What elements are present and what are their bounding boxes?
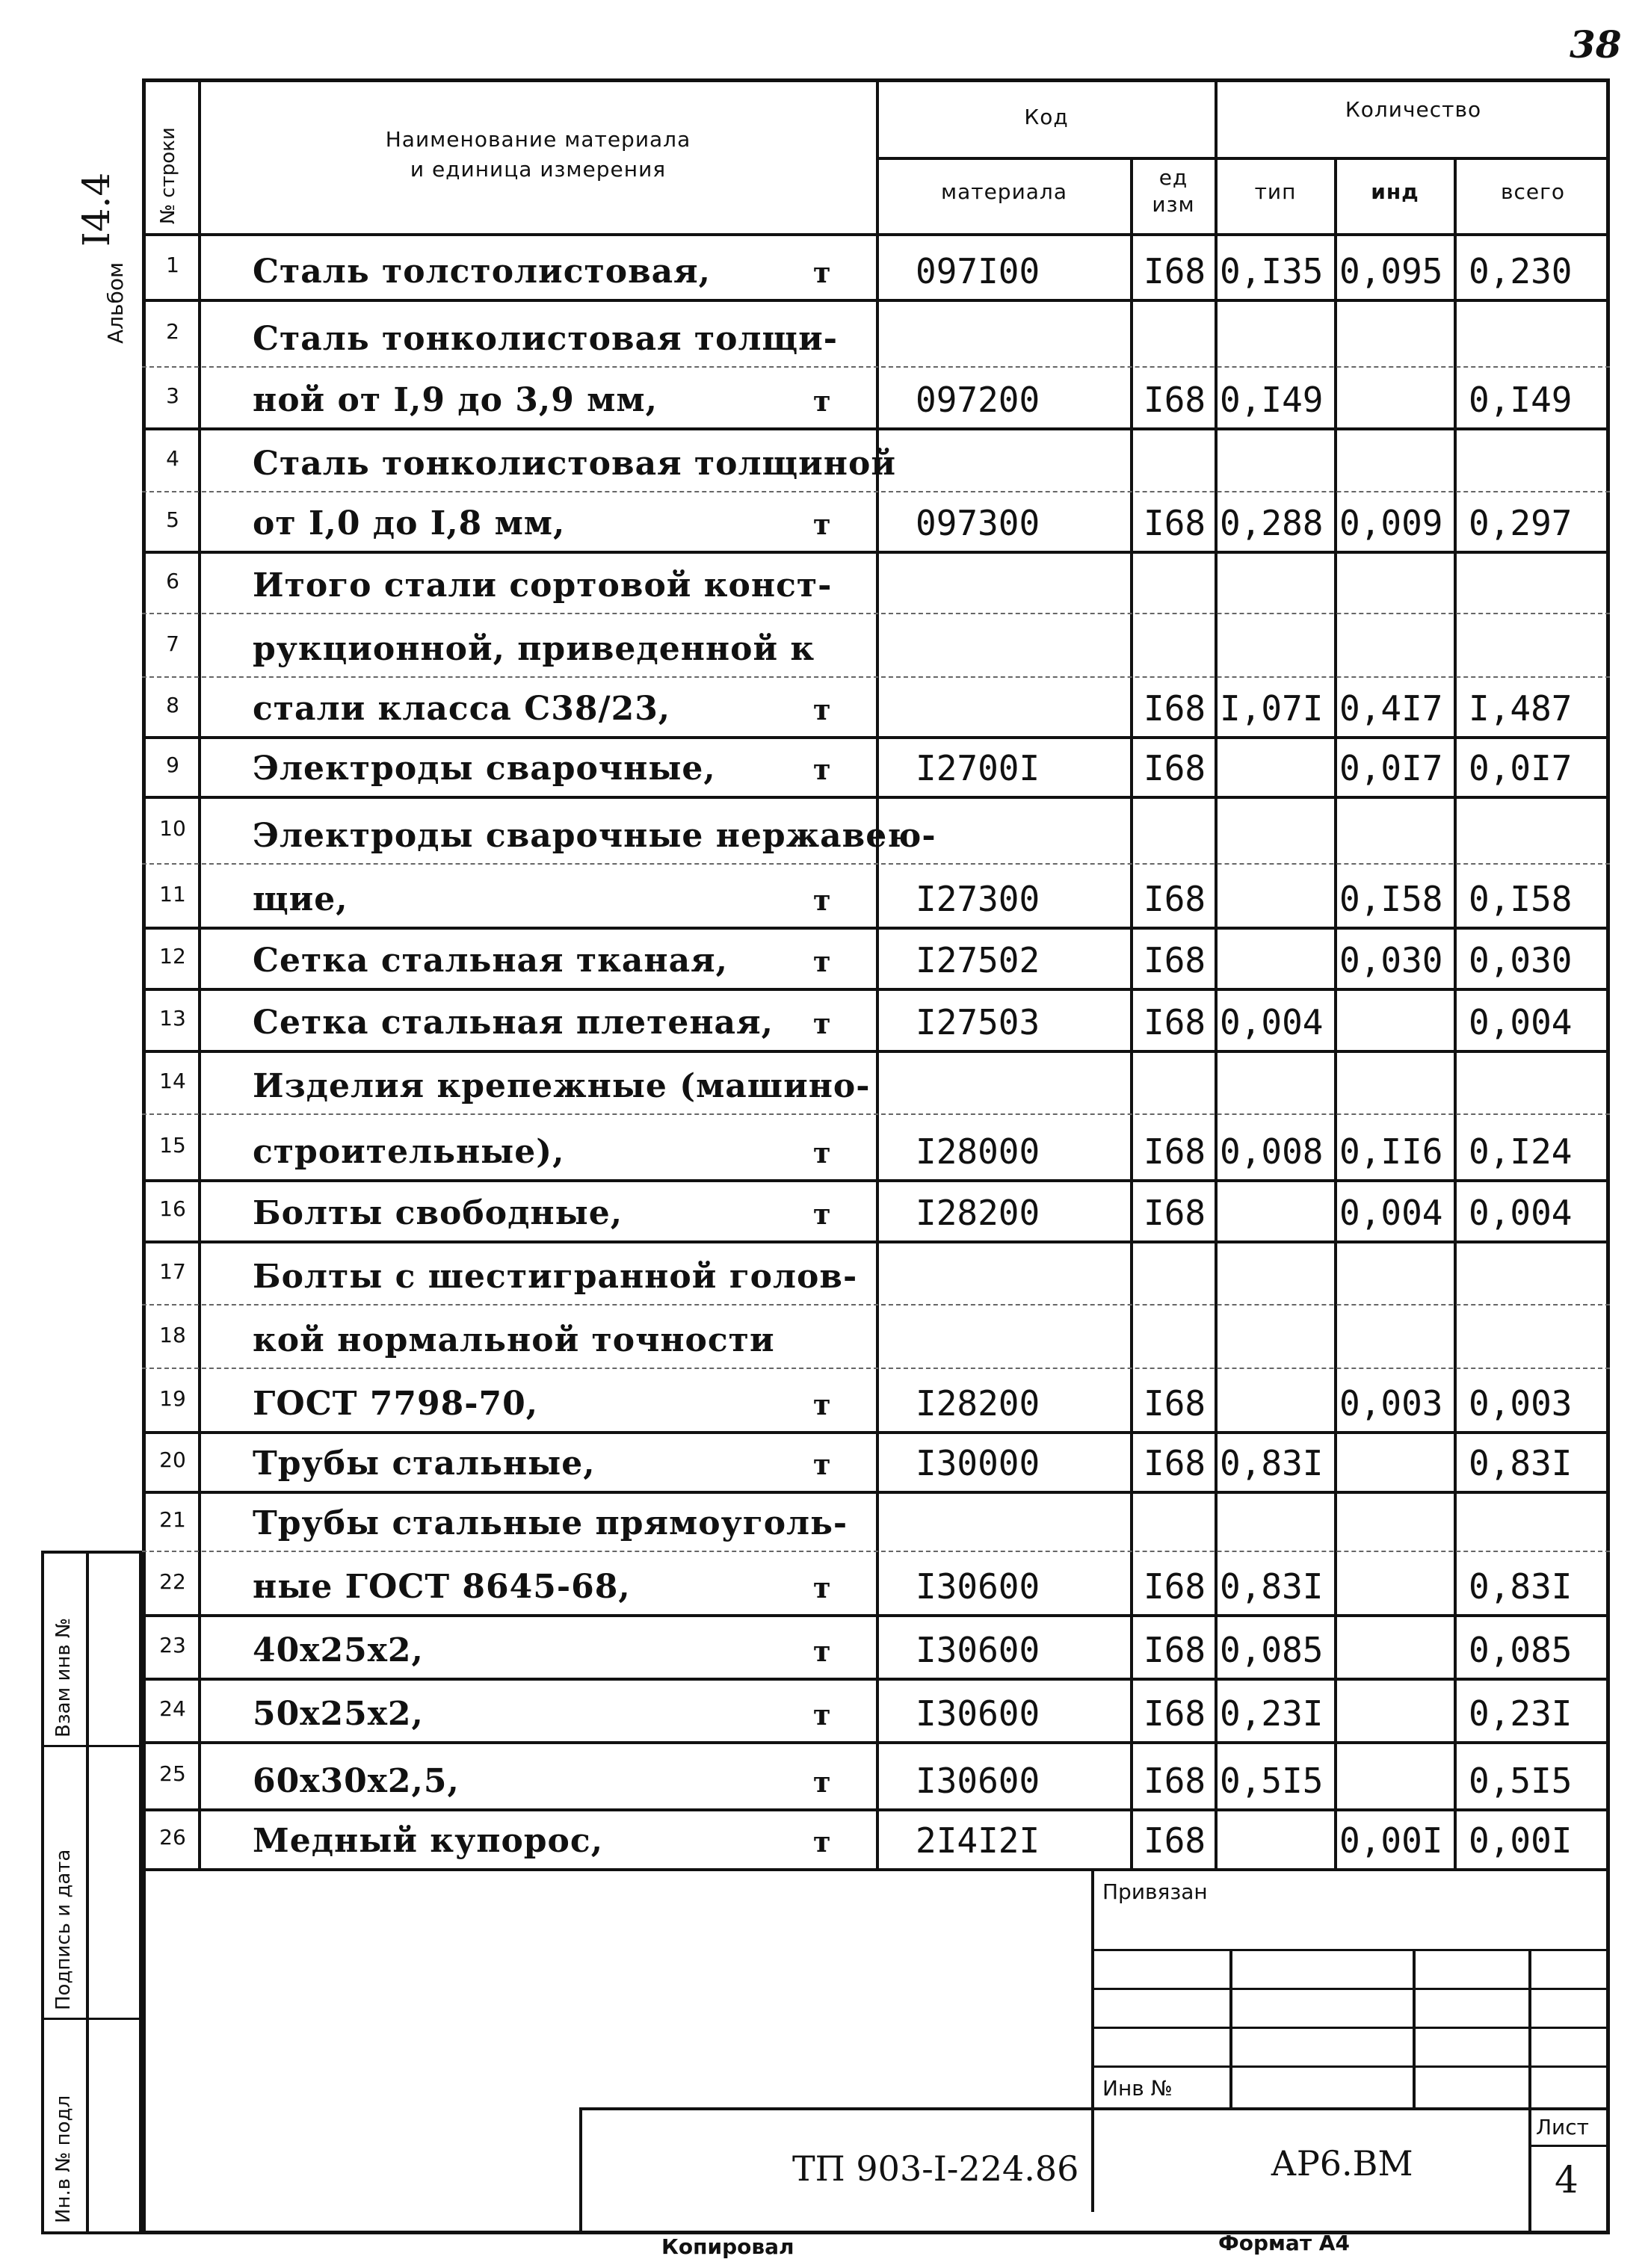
row-divider [142,1551,1610,1552]
row-number: 23 [159,1632,186,1657]
row-unit: т [813,256,831,289]
row-number: 17 [159,1258,186,1284]
row-code: I27503 [916,1002,1040,1042]
row-all: 0,004 [1469,1193,1573,1233]
row-ed: I68 [1144,1002,1206,1042]
row-code: 097I00 [916,251,1040,291]
row-tip: 0,004 [1220,1002,1324,1042]
row-ind: 0,003 [1339,1383,1443,1424]
row-unit: т [813,883,831,917]
row-code: I30600 [916,1566,1040,1607]
row-all: 0,297 [1469,503,1573,543]
row-divider [142,1678,1610,1681]
row-unit: т [813,1765,831,1799]
row-name: Изделия крепежные (машино- [253,1067,871,1105]
row-divider [142,551,1610,554]
row-name: ГОСТ 7798-70, [253,1385,539,1423]
header-name-line1: Наименование материала [385,127,691,152]
row-name: ные ГОСТ 8645-68, [253,1568,631,1606]
page-number: 38 [1570,22,1622,67]
row-tip: 0,I35 [1220,251,1324,291]
row-code: I28200 [916,1193,1040,1233]
row-ed: I68 [1144,503,1206,543]
row-number: 9 [166,753,179,777]
row-unit: т [813,1634,831,1668]
row-divider [142,1050,1610,1053]
row-ed: I68 [1144,748,1206,788]
row-divider [142,491,1610,492]
row-number: 16 [159,1196,186,1221]
row-tip: 0,288 [1220,503,1324,543]
row-number: 1 [166,253,179,277]
row-divider [142,613,1610,614]
row-code: I27502 [916,940,1040,980]
row-number: 3 [166,383,179,408]
row-name: 40x25x2, [253,1631,424,1669]
row-unit: т [813,753,831,786]
row-all: 0,085 [1469,1630,1573,1670]
header-q-ind: инд [1371,179,1419,204]
stamp-sheet-no: 4 [1555,2158,1579,2201]
row-code: I28000 [916,1131,1040,1172]
row-unit: т [813,1447,831,1481]
row-unit: т [813,384,831,418]
row-number: 12 [159,944,186,968]
row-number: 26 [159,1825,186,1850]
row-divider [142,863,1610,865]
row-code: I30600 [916,1630,1040,1670]
row-all: 0,83I [1469,1443,1573,1483]
row-tip: 0,5I5 [1220,1761,1324,1801]
row-divider [142,1368,1610,1369]
row-all: 0,004 [1469,1002,1573,1042]
row-code: I2700I [916,748,1040,788]
row-unit: т [813,1007,831,1040]
row-ed: I68 [1144,1761,1206,1801]
row-number: 19 [159,1385,186,1411]
header-row-no: № строки [157,127,179,224]
row-divider [142,299,1610,302]
row-name: от I,0 до I,8 мм, [253,504,566,543]
row-name: Трубы стальные прямоуголь- [253,1504,848,1542]
row-number: 21 [159,1507,186,1532]
row-name: Болты с шестигранной голов- [253,1258,858,1296]
row-divider [142,1240,1610,1243]
row-ed: I68 [1144,1193,1206,1233]
row-name: Сталь толстолистовая, [253,253,712,291]
row-unit: т [813,507,831,541]
row-all: 0,00I [1469,1820,1573,1861]
side-label-sign: Подпись и дата [52,1849,75,2010]
row-ed: I68 [1144,1566,1206,1607]
row-number: 18 [159,1322,186,1347]
row-ed: I68 [1144,1630,1206,1670]
row-name: строительные), [253,1133,565,1171]
row-code: I30000 [916,1443,1040,1483]
row-number: 2 [166,319,179,344]
row-divider [142,988,1610,991]
stamp-inv-no: Инв № [1102,2076,1173,2101]
row-name: стали класса С38/23, [253,690,671,728]
row-number: 11 [159,881,186,906]
row-name: рукционной, приведенной к [253,630,815,668]
row-code: I30600 [916,1693,1040,1734]
row-ed: I68 [1144,1693,1206,1734]
row-ed: I68 [1144,688,1206,729]
row-ind: 0,0I7 [1339,748,1443,788]
header-code-unit: ед изм [1152,165,1195,217]
row-ind: 0,004 [1339,1193,1443,1233]
row-all: 0,0I7 [1469,748,1573,788]
row-tip: 0,23I [1220,1693,1324,1734]
row-all: 0,I58 [1469,879,1573,919]
row-divider [142,1304,1610,1306]
row-all: I,487 [1469,688,1573,729]
row-divider [142,1113,1610,1115]
row-divider [142,736,1610,739]
header-quantity: Количество [1345,97,1482,122]
row-ind: 0,009 [1339,503,1443,543]
row-ed: I68 [1144,380,1206,420]
row-number: 20 [159,1447,186,1472]
album-label: Альбом [103,262,128,344]
row-name: Сталь тонколистовая толщи- [253,320,839,358]
row-code: 2I4I2I [916,1820,1040,1861]
stamp-format: Формат А4 [1218,2231,1350,2255]
row-unit: т [813,1698,831,1731]
row-name: ной от I,9 до 3,9 мм, [253,381,658,419]
row-ed: I68 [1144,1383,1206,1424]
row-unit: т [813,693,831,726]
row-ind: 0,I58 [1339,879,1443,919]
row-number: 4 [166,445,179,471]
row-unit: т [813,1825,831,1858]
row-number: 15 [159,1133,186,1158]
row-all: 0,I24 [1469,1131,1573,1172]
row-number: 24 [159,1696,186,1721]
stamp-privyazan: Привязан [1102,1879,1208,1904]
row-ind: 0,095 [1339,251,1443,291]
row-all: 0,230 [1469,251,1573,291]
row-all: 0,I49 [1469,380,1573,420]
row-number: 6 [166,568,179,593]
row-number: 8 [166,693,179,717]
row-name: Итого стали сортовой конст- [253,566,833,605]
row-all: 0,83I [1469,1566,1573,1607]
row-number: 22 [159,1569,186,1594]
row-ed: I68 [1144,1820,1206,1861]
row-unit: т [813,1197,831,1231]
row-divider [142,1491,1610,1494]
row-name: Сетка стальная плетеная, [253,1004,774,1042]
row-ed: I68 [1144,879,1206,919]
row-name: 50x25x2, [253,1695,424,1733]
row-all: 0,5I5 [1469,1761,1573,1801]
header-q-all: всего [1501,179,1565,204]
row-number: 25 [159,1761,186,1786]
row-divider [142,796,1610,799]
row-divider [142,1614,1610,1617]
row-divider [142,927,1610,930]
row-all: 0,23I [1469,1693,1573,1734]
row-name: Электроды сварочные, [253,750,716,788]
row-name: кой нормальной точности [253,1321,775,1359]
side-label-vzam: Взам инв № [52,1618,75,1737]
row-name: 60x30x2,5, [253,1762,460,1800]
row-name: Болты свободные, [253,1194,623,1232]
row-number: 10 [159,816,186,841]
row-divider [142,366,1610,368]
header-code: Код [1024,105,1069,129]
header-code-material: материала [940,179,1067,204]
row-number: 5 [166,507,179,532]
stamp-copied: Копировал [661,2234,794,2259]
row-divider [142,1741,1610,1744]
row-divider [142,1179,1610,1182]
row-number: 7 [166,631,179,656]
row-unit: т [813,1571,831,1604]
row-name: щие, [253,880,348,918]
row-name: Сталь тонколистовая толщиной [253,445,896,483]
row-name: Трубы стальные, [253,1444,596,1483]
stamp-doc-mark: АР6.ВМ [1271,2143,1413,2184]
row-name: Электроды сварочные нержавею- [253,817,936,855]
header-q-tip: тип [1254,179,1297,204]
row-unit: т [813,1388,831,1421]
row-code: I28200 [916,1383,1040,1424]
header-name-line2: и единица измерения [410,157,667,182]
row-all: 0,003 [1469,1383,1573,1424]
row-divider [142,1431,1610,1434]
row-code: I30600 [916,1761,1040,1801]
row-ed: I68 [1144,251,1206,291]
row-tip: 0,83I [1220,1443,1324,1483]
row-name: Медный купорос, [253,1822,604,1860]
row-divider [142,1808,1610,1811]
row-unit: т [813,1136,831,1169]
row-tip: 0,085 [1220,1630,1324,1670]
row-divider [142,676,1610,678]
row-number: 13 [159,1005,186,1031]
row-tip: 0,008 [1220,1131,1324,1172]
row-ed: I68 [1144,1443,1206,1483]
row-ind: 0,II6 [1339,1131,1443,1172]
album-number: I4.4 [75,172,118,247]
row-number: 14 [159,1068,186,1093]
row-ind: 0,4I7 [1339,688,1443,729]
row-tip: I,07I [1220,688,1324,729]
row-divider [142,427,1610,430]
side-label-inv: Ин.в № подл [52,2095,75,2223]
stamp-sheet-label: Лист [1536,2115,1589,2139]
row-ind: 0,030 [1339,940,1443,980]
row-unit: т [813,945,831,978]
row-code: 097300 [916,503,1040,543]
row-tip: 0,83I [1220,1566,1324,1607]
row-ind: 0,00I [1339,1820,1443,1861]
row-code: I27300 [916,879,1040,919]
row-ed: I68 [1144,1131,1206,1172]
row-all: 0,030 [1469,940,1573,980]
row-code: 097200 [916,380,1040,420]
row-tip: 0,I49 [1220,380,1324,420]
row-ed: I68 [1144,940,1206,980]
row-name: Сетка стальная тканая, [253,942,728,980]
stamp-doc-code: ТП 903-I-224.86 [792,2148,1079,2189]
